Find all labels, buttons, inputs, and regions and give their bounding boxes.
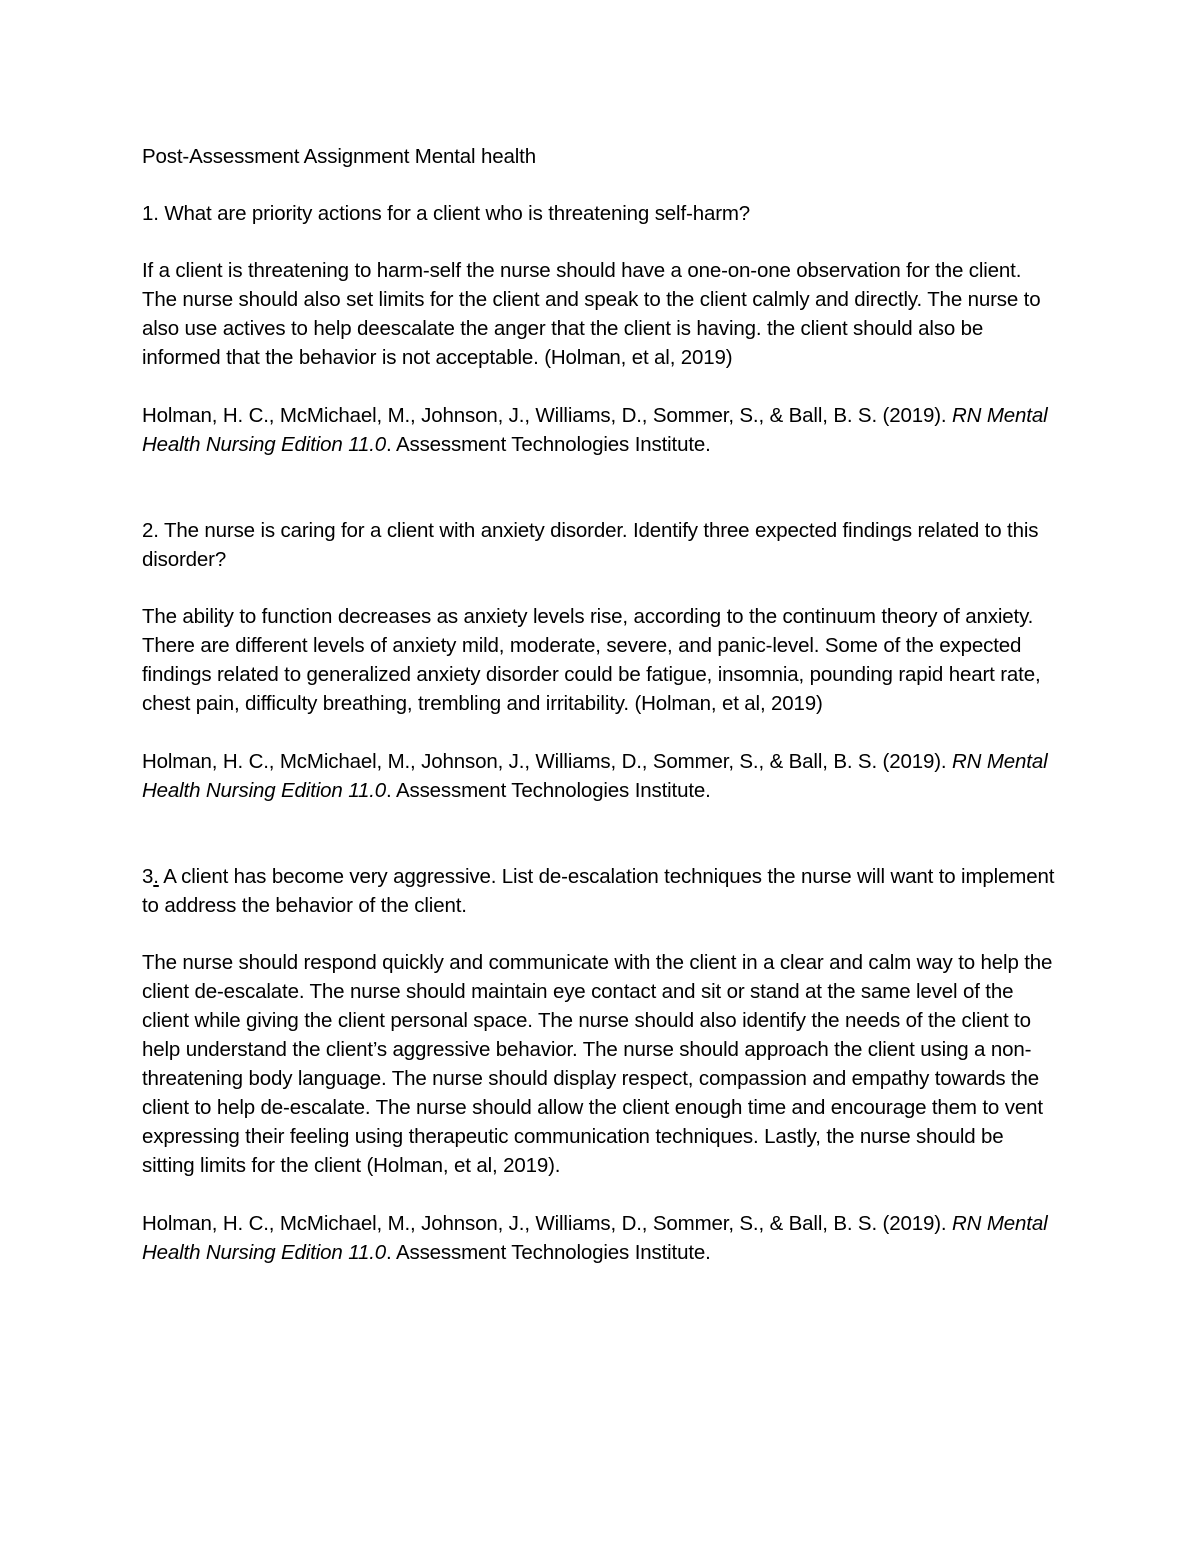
section-gap (142, 833, 1060, 862)
question-2-text: The nurse is caring for a client with anxiety disorder. Identify three expected findings related to this disorder? (142, 519, 1039, 571)
reference-2 (142, 747, 1060, 805)
section-gap (142, 487, 1060, 516)
section-3 (142, 862, 1060, 1267)
question-3-punct: . (153, 865, 159, 888)
section-1 (142, 199, 1060, 459)
question-2 (142, 516, 1060, 574)
reference-3 (142, 1209, 1060, 1267)
question-1 (142, 199, 1060, 228)
reference-3-title: RN Mental Health Nursing Edition 11.0 (142, 1212, 1048, 1264)
reference-2-authors: Holman, H. C., McMichael, M., Johnson, J., Williams, D., Sommer, S., & Ball, B. S. (2019). (142, 750, 952, 773)
reference-3-publisher: . Assessment Technologies Institute. (386, 1241, 711, 1264)
section-2 (142, 516, 1060, 805)
reference-3-authors: Holman, H. C., McMichael, M., Johnson, J., Williams, D., Sommer, S., & Ball, B. S. (2019). (142, 1212, 952, 1235)
question-1-text: What are priority actions for a client who is threatening self-harm? (158, 202, 751, 225)
question-3-text: A client has become very aggressive. List de-escalation techniques the nurse will want to implement to address the behavior of the client. (142, 865, 1055, 917)
reference-1-title: RN Mental Health Nursing Edition 11.0 (142, 404, 1048, 456)
question-2-number: 2. (142, 519, 159, 542)
reference-1-authors: Holman, H. C., McMichael, M., Johnson, J., Williams, D., Sommer, S., & Ball, B. S. (2019). (142, 404, 952, 427)
question-3-number: 3 (142, 865, 154, 888)
document-title: Post-Assessment Assignment Mental health (142, 145, 536, 168)
answer-2: The ability to function decreases as anxiety levels rise, according to the continuum theory of anxiety. There are different levels of anxiety mild, moderate, severe, and panic-level. Some of the expected findings related to generalized anxiety disorder could be fatigue, insomnia, pounding rapid heart rate, chest pain, difficulty breathing, trembling and irritability. (Holman, et al, 2019) (142, 605, 1041, 715)
question-1-number: 1. (142, 202, 159, 225)
reference-2-publisher: . Assessment Technologies Institute. (386, 779, 711, 802)
reference-2-title: RN Mental Health Nursing Edition 11.0 (142, 750, 1048, 802)
document-body (142, 142, 1060, 1295)
reference-1-publisher: . Assessment Technologies Institute. (386, 433, 711, 456)
question-3 (142, 862, 1060, 920)
reference-1 (142, 401, 1060, 459)
answer-3: The nurse should respond quickly and communicate with the client in a clear and calm way to help the client de-escalate. The nurse should maintain eye contact and sit or stand at the same level of the client while giving the client personal space. The nurse should also identify the needs of the client to help understand the client’s aggressive behavior. The nurse should approach the client using a non-threatening body language. The nurse should display respect, compassion and empathy towards the client to help de-escalate. The nurse should allow the client enough time and encourage them to vent expressing their feeling using therapeutic communication techniques. Lastly, the nurse should be sitting limits for the client (Holman, et al, 2019). (142, 951, 1053, 1177)
answer-1: If a client is threatening to harm-self the nurse should have a one-on-one observation for the client. The nurse should also set limits for the client and speak to the client calmly and directly. The nurse to also use actives to help deescalate the anger that the client is having. the client should also be informed that the behavior is not acceptable. (Holman, et al, 2019) (142, 259, 1041, 369)
